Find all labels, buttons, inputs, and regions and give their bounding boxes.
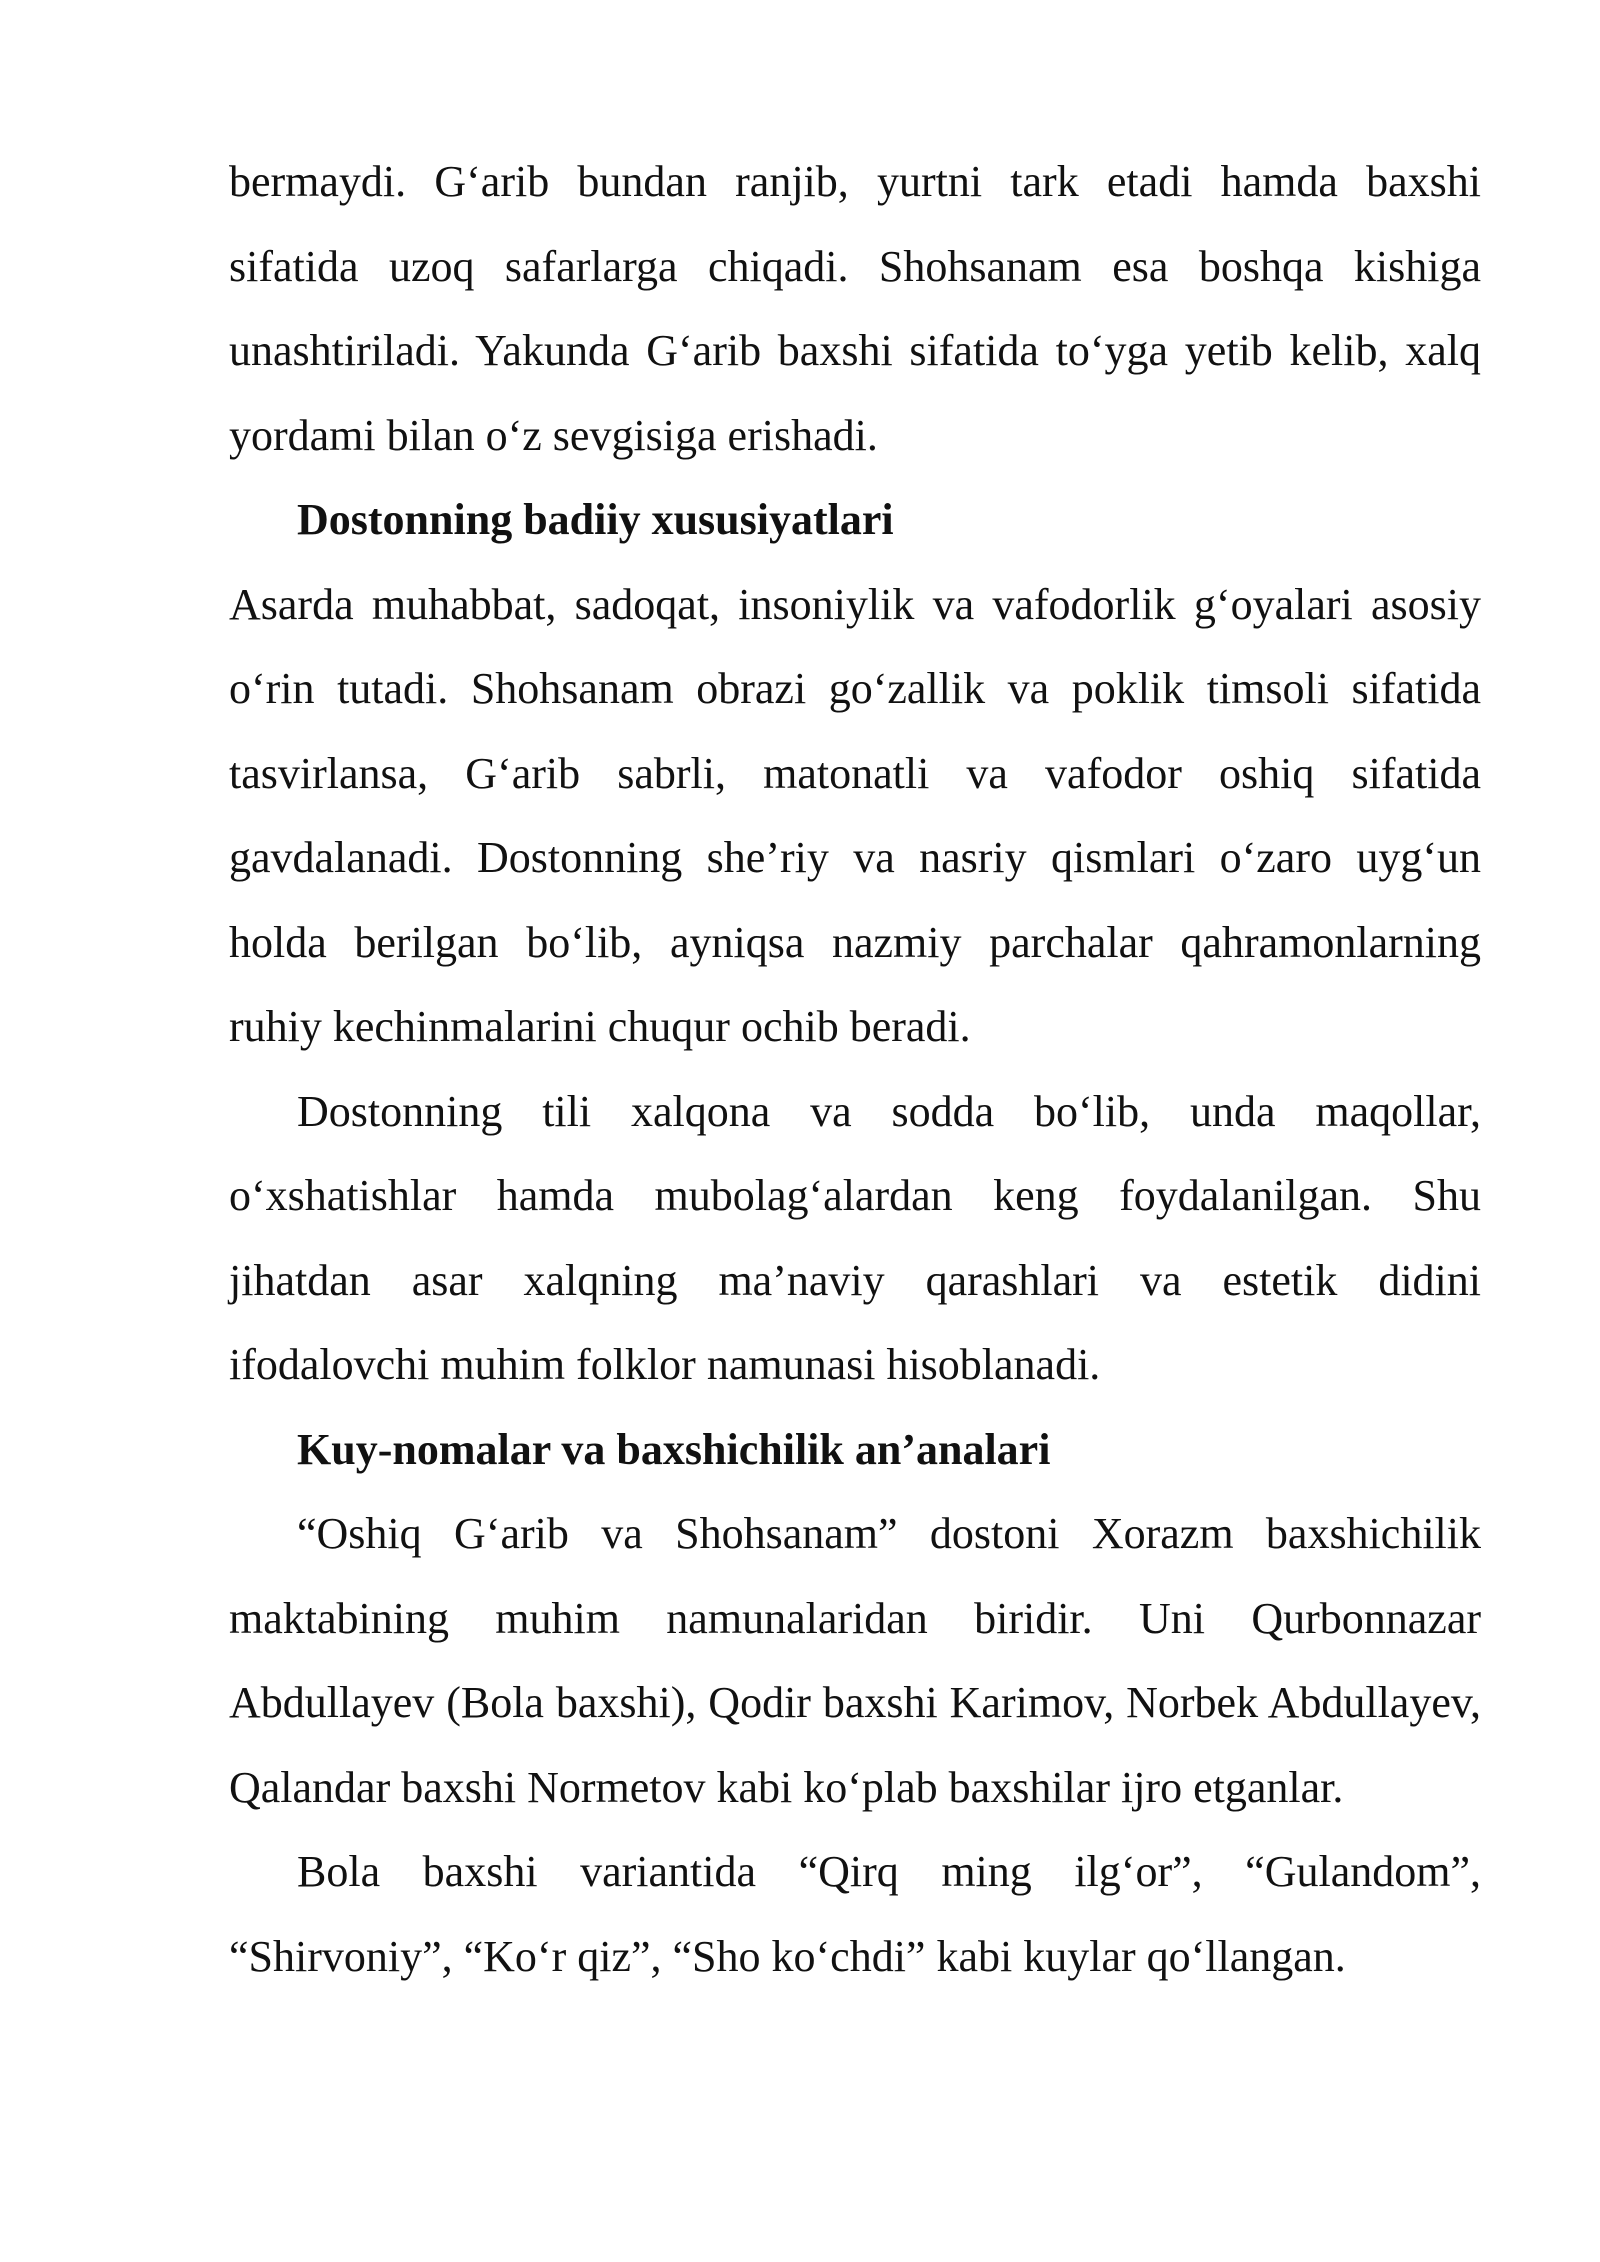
document-page	[229, 140, 1481, 1999]
paragraph-bola-baxshi-melodies: Bola baxshi variantida “Qirq ming ilg‘or”, “Gulandom”, “Shirvoniy”, “Ko‘r qiz”, “Sho ko‘chdi” kabi kuylar qo‘llangan.	[229, 1847, 1481, 1981]
paragraph-khorezm-school: “Oshiq G‘arib va Shohsanam” dostoni Xorazm baxshichilik maktabining muhim namunalaridan biridir. Uni Qurbonnazar Abdullayev (Bola baxshi), Qodir baxshi Karimov, Norbek Abdullayev, Qalandar baxshi Normetov kabi ko‘plab baxshilar ijro etganlar.	[229, 1509, 1481, 1812]
paragraph-language: Dostonning tili xalqona va sodda bo‘lib, unda maqollar, o‘xshatishlar hamda mubolag‘alardan keng foydalanilgan. Shu jihatdan asar xalqning ma’naviy qarashlari va estetik didini ifodalovchi muhim folklor namunasi hisoblanadi.	[229, 1086, 1481, 1389]
section-heading-artistic-features: Dostonning badiiy xususiyatlari	[297, 495, 894, 544]
paragraph-story-ending: bermaydi. G‘arib bundan ranjib, yurtni tark etadi hamda baxshi sifatida uzoq safarlarga chiqadi. Shohsanam esa boshqa kishiga unashtiriladi. Yakunda G‘arib baxshi sifatida to‘yga yetib kelib, xalq yordami bilan o‘z sevgisiga erishadi.	[229, 157, 1481, 460]
paragraph-themes: Asarda muhabbat, sadoqat, insoniylik va vafodorlik g‘oyalari asosiy o‘rin tutadi. Shohsanam obrazi go‘zallik va poklik timsoli sifatida tasvirlansa, G‘arib sabrli, matonatli va vafodor oshiq sifatida gavdalanadi. Dostonning she’riy va nasriy qismlari o‘zaro uyg‘un holda berilgan bo‘lib, ayniqsa nazmiy parchalar qahramonlarning ruhiy kechinmalarini chuqur ochib beradi.	[229, 579, 1481, 1051]
section-heading-melodies-traditions: Kuy-nomalar va baxshichilik an’analari	[297, 1424, 1051, 1474]
